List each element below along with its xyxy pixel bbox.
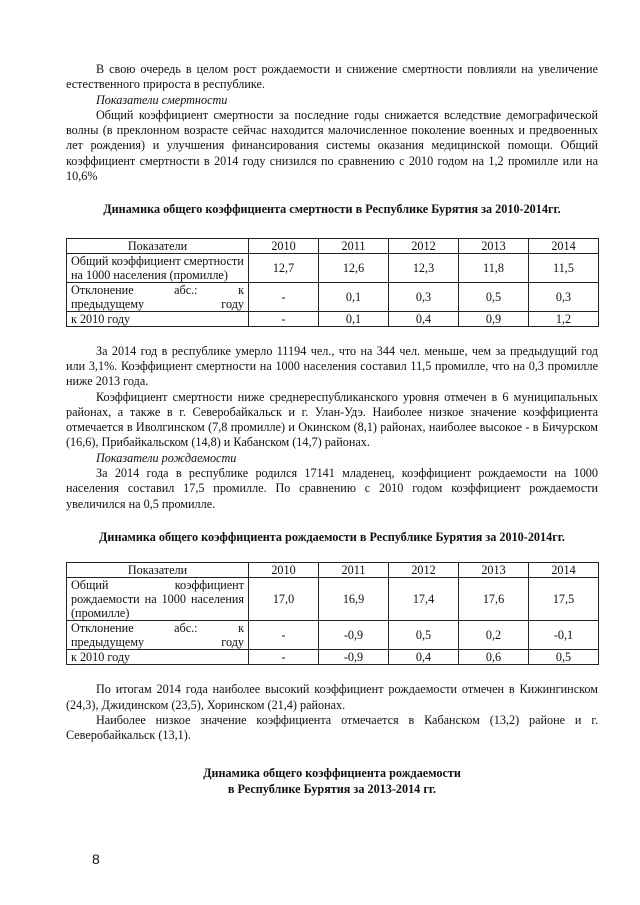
page-number: 8 [92,851,100,867]
birth-table-title: Динамика общего коэффициента рождаемости в Республике Бурятия за 2010-2014гг. [99,529,565,544]
table-header-row [67,238,599,253]
table-row [67,650,599,665]
table-cell: 0,1 [319,311,389,326]
mortality-table-title: Динамика общего коэффициента смертности в Республике Бурятия за 2010-2014гг. [103,202,561,217]
table-header-cell: Показатели [67,563,249,578]
table-cell: 0,3 [529,282,599,311]
table-cell: 12,7 [249,253,319,282]
table-cell: - [249,650,319,665]
birth-table [66,562,599,665]
table-cell: 0,5 [389,621,459,650]
table-cell: 0,4 [389,311,459,326]
table-header-cell: 2014 [529,563,599,578]
row-label: Отклонение абс.: к предыдущему году [67,621,249,650]
intro-paragraph: В свою очередь в целом рост рождаемости и снижение смертности повлияли на увеличение естественного прироста в республике. [66,62,598,92]
table-cell: 17,5 [529,578,599,621]
table-header-cell: 2010 [249,238,319,253]
mortality-paragraph-3: Коэффициент смертности ниже среднереспубликанского уровня отмечен в 6 муниципальных районах, а также в г. Северобайкальск и г. Улан-Удэ. Наиболее низкое значение коэффициента отмечается в Иволгинском (7,8 промилле) и Окинском (8,1) районах, наиболее высокое - в Бичурском (16,6), Прибайкальском (14,8) и Кабанском (14,7) районах. [66,389,598,450]
table-cell: 0,5 [529,650,599,665]
row-label: Отклонение абс.: к предыдущему году [67,282,249,311]
table-header-cell: 2013 [459,563,529,578]
document-page [66,62,598,797]
table-cell: 0,6 [459,650,529,665]
table-cell: 0,4 [389,650,459,665]
mortality-paragraph-1: Общий коэффициент смертности за последние годы снижается вследствие демографической волны (в преклонном возрасте сейчас находится малочисленное поколение военных и предвоенных лет рождения) и улучшения финансирования системы оказания медицинской помощи. Общий коэффициент смертности в 2014 году снизился по сравнению с 2010 годом на 1,2 промилле или на 10,6% [66,107,598,184]
table-row [67,311,599,326]
table-row [67,253,599,282]
table-cell: 0,2 [459,621,529,650]
table-header-row [67,563,599,578]
table-cell: 11,8 [459,253,529,282]
table-cell: 11,5 [529,253,599,282]
table-cell: 0,1 [319,282,389,311]
table-cell: -0,1 [529,621,599,650]
table-cell: 1,2 [529,311,599,326]
table-cell: - [249,311,319,326]
table-header-cell: 2014 [529,238,599,253]
row-label: к 2010 году [67,650,249,665]
table-cell: 17,6 [459,578,529,621]
table-cell: -0,9 [319,621,389,650]
table-row [67,621,599,650]
table-cell: - [249,282,319,311]
table-cell: 0,3 [389,282,459,311]
table-header-cell: 2011 [319,563,389,578]
table-row [67,578,599,621]
mortality-table [66,238,599,327]
final-title-line-2: в Республике Бурятия за 2013-2014 гг. [227,781,437,796]
mortality-heading: Показатели смертности [96,92,228,107]
table-cell: 12,3 [389,253,459,282]
table-header-cell: 2010 [249,563,319,578]
table-cell: 0,5 [459,282,529,311]
table-header-cell: 2013 [459,238,529,253]
birth-paragraph-1: За 2014 года в республике родился 17141 младенец, коэффициент рождаемости на 1000 населения составил 17,5 промилле. По сравнению с 2010 годом коэффициент рождаемости увеличился на 0,5 промилле. [66,466,598,511]
birth-paragraph-2: По итогам 2014 года наиболее высокий коэффициент рождаемости отмечен в Кижингинском (24,3), Джидинском (23,5), Хоринском (21,4) районах. [66,682,598,712]
table-header-cell: 2011 [319,238,389,253]
row-label: Общий коэффициент рождаемости на 1000 населения (промилле) [67,578,249,621]
birth-paragraph-3: Наиболее низкое значение коэффициента отмечается в Кабанском (13,2) районе и г. Северобайкальск (13,1). [66,712,598,743]
final-title-line-1: Динамика общего коэффициента рождаемости [203,766,461,781]
table-header-cell: 2012 [389,238,459,253]
table-cell: -0,9 [319,650,389,665]
table-cell: - [249,621,319,650]
table-cell: 0,9 [459,311,529,326]
mortality-paragraph-2: За 2014 год в республике умерло 11194 чел., что на 344 чел. меньше, чем за предыдущий год или 3,1%. Коэффициент смертности на 1000 населения составил 11,5 промилле, что на 0,3 промилле ниже 2013 года. [66,343,598,389]
row-label: Общий коэффициент смертности на 1000 населения (промилле) [67,253,249,282]
row-label: к 2010 году [67,311,249,326]
table-cell: 17,4 [389,578,459,621]
table-row [67,282,599,311]
table-cell: 16,9 [319,578,389,621]
table-cell: 12,6 [319,253,389,282]
table-header-cell: Показатели [67,238,249,253]
table-header-cell: 2012 [389,563,459,578]
table-cell: 17,0 [249,578,319,621]
birth-heading: Показатели рождаемости [96,450,237,465]
